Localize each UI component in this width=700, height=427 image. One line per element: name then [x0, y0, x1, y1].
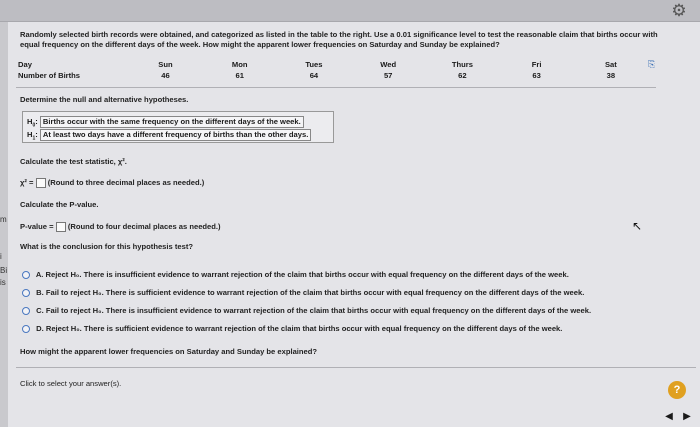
edge-mark: Bi: [0, 266, 8, 275]
divider: [16, 367, 696, 368]
previous-arrow-icon[interactable]: ◀: [665, 411, 673, 422]
option-d-letter: D.: [36, 324, 44, 333]
births-cell: 63: [532, 71, 541, 80]
option-d-text: Reject H₀. There is sufficient evidence to warrant rejection of the claim that births occur with equal frequency on the different days of the week.: [45, 324, 563, 333]
option-c-letter: C.: [36, 306, 44, 315]
option-a-text: Reject H₀. There is insufficient evidence to warrant rejection of the claim that births occur with equal frequency on the different days of the week.: [45, 270, 569, 279]
h1-symbol: $H_1$:: [27, 130, 38, 142]
option-b[interactable]: [22, 288, 584, 297]
h0-symbol: $H_0$:: [27, 117, 38, 129]
h0-dropdown[interactable]: Births occur with the same frequency on the different days of the week.: [40, 116, 304, 128]
edge-mark: is: [0, 278, 6, 287]
radio-b[interactable]: [22, 289, 30, 297]
chi-square-label: χ² =: [20, 178, 34, 187]
radio-a[interactable]: [22, 271, 30, 279]
explanation-question: How might the apparent lower frequencies on Saturday and Sunday be explained?: [20, 347, 318, 356]
pvalue-label: P-value =: [20, 222, 54, 231]
births-table: [18, 59, 648, 81]
pvalue-hint: (Round to four decimal places as needed.): [67, 222, 221, 231]
option-c-text: Fail to reject H₀. There is insufficient evidence to warrant rejection of the claim that births occur with equal frequency on the different days of the week.: [45, 306, 592, 315]
question-prompt: Randomly selected birth records were obtained, and categorized as listed in the table to the right. Use a 0.01 significance level to test the reasonable claim that births occur with equal frequency on the different days of the week. How might the apparent lower frequencies on Saturday and Sunday be explained?: [20, 30, 658, 49]
births-cell: 62: [458, 71, 467, 80]
chi-square-hint: (Round to three decimal places as needed.): [47, 178, 205, 187]
pvalue-row: [20, 222, 221, 232]
chi-square-input[interactable]: [36, 178, 46, 188]
alt-hypothesis: [27, 129, 311, 142]
day-cell: Tues: [305, 60, 323, 69]
births-cell: 38: [606, 71, 616, 80]
table-row-header: Day: [18, 60, 32, 69]
table-row-header: Number of Births: [18, 71, 81, 80]
edge-mark: m: [0, 215, 7, 224]
chi-square-row: [20, 178, 204, 188]
births-cell: 46: [161, 71, 170, 80]
edge-mark: i: [0, 252, 2, 261]
footer-hint: Click to select your answer(s).: [20, 379, 122, 388]
pvalue-instruction: Calculate the P-value.: [20, 200, 99, 209]
top-toolbar: [0, 0, 700, 22]
day-cell: Sat: [604, 60, 617, 69]
table-row: [18, 70, 648, 81]
table-row: [18, 59, 648, 70]
option-a[interactable]: [22, 270, 569, 279]
h1-dropdown[interactable]: At least two days have a different frequency of births than the other days.: [40, 129, 311, 141]
option-c[interactable]: [22, 306, 591, 315]
day-cell: Thurs: [451, 60, 473, 69]
null-hypothesis: [27, 116, 304, 129]
option-b-text: Fail to reject H₀. There is sufficient evidence to warrant rejection of the claim that births occur with equal frequency on the different days of the week.: [45, 288, 585, 297]
hypotheses-box: [22, 111, 334, 143]
gear-icon[interactable]: ⚙: [671, 1, 687, 20]
option-b-letter: B.: [36, 288, 44, 297]
test-statistic-instruction: Calculate the test statistic, χ².: [20, 157, 127, 166]
next-arrow-icon[interactable]: ▶: [683, 411, 691, 422]
radio-d[interactable]: [22, 325, 30, 333]
births-cell: 61: [235, 71, 244, 80]
births-cell: 64: [309, 71, 319, 80]
option-d[interactable]: [22, 324, 562, 333]
day-cell: Sun: [158, 60, 173, 69]
help-icon[interactable]: ?: [668, 381, 686, 399]
day-cell: Wed: [380, 60, 397, 69]
day-cell: Fri: [531, 60, 542, 69]
pvalue-input[interactable]: [56, 222, 66, 232]
mouse-cursor-icon: ↖: [632, 219, 643, 233]
left-edge-strip: [0, 22, 8, 427]
hypotheses-instruction: Determine the null and alternative hypotheses.: [20, 95, 189, 104]
copy-data-icon[interactable]: ⎘: [648, 59, 656, 69]
option-a-letter: A.: [35, 270, 44, 279]
radio-c[interactable]: [22, 307, 30, 315]
day-cell: Mon: [231, 60, 248, 69]
question-panel: [8, 22, 700, 427]
conclusion-question: What is the conclusion for this hypothesis test?: [20, 242, 193, 251]
divider: [16, 87, 656, 88]
births-cell: 57: [383, 71, 393, 80]
